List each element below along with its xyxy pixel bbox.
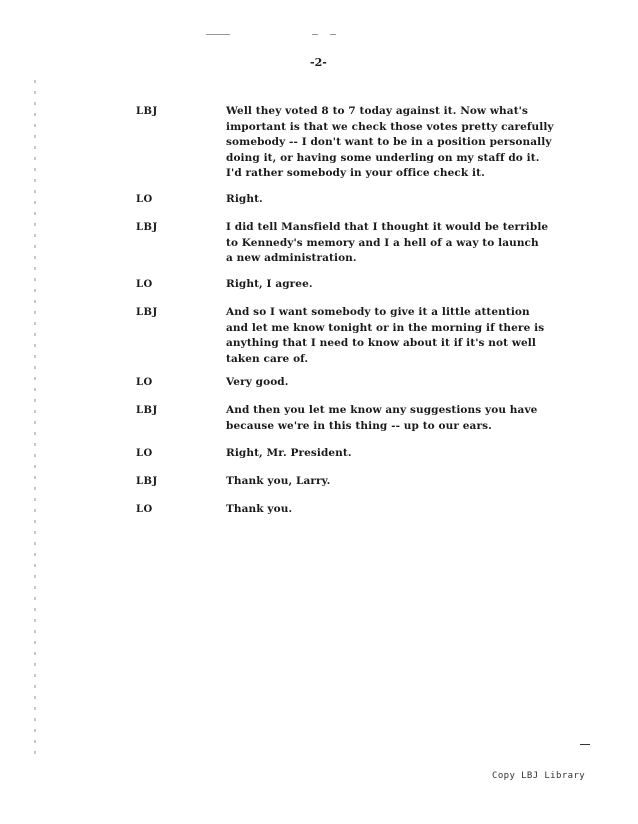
scan-mark [312,34,318,35]
speech-line: Right. [226,193,263,205]
speaker-label: LBJ [136,405,158,416]
page-number: -2- [310,56,327,69]
speech-line: doing it, or having some underling on my staff do it. [226,151,540,164]
speaker-label: LBJ [136,476,158,487]
speech-text [226,375,571,391]
corner-mark [580,744,590,745]
speech-line: important is that we check those votes pretty carefully [226,120,554,133]
speech-line: I'd rather somebody in your office check it. [226,167,485,179]
speech-line: Right, I agree. [226,278,313,290]
scan-mark [206,34,230,35]
speech-text [226,277,571,293]
speech-text [226,305,571,367]
speech-line: Well they voted 8 to 7 today against it. Now what's [226,105,528,117]
left-margin-line [34,80,36,760]
speaker-label: LO [136,194,153,205]
speaker-label: LBJ [136,222,158,233]
speech-line: I did tell Mansfield that I thought it would be terrible [226,221,549,233]
speech-line: a new administration. [226,252,357,264]
speech-text [226,474,571,490]
speech-line: Right, Mr. President. [226,447,352,459]
speech-line: taken care of. [226,352,309,365]
footer-library-stamp: Copy LBJ Library [492,771,586,781]
speech-line: And then you let me know any suggestions you have [226,404,538,416]
speaker-label: LO [136,377,153,388]
speech-line: And so I want somebody to give it a little attention [226,306,530,318]
speaker-label: LBJ [136,106,158,117]
speech-line: and let me know tonight or in the morning if there is [226,321,545,334]
speech-text [226,192,571,208]
speech-line: Thank you. [226,503,293,515]
scan-mark [330,34,336,35]
speech-line: to Kennedy's memory and I a hell of a way to launch [226,236,539,249]
speaker-label: LO [136,279,153,290]
speaker-label: LO [136,504,153,515]
speech-line: anything that I need to know about it if it's not well [226,337,536,349]
speech-text [226,403,571,434]
speech-text [226,446,571,462]
speech-line: Very good. [226,376,289,388]
speaker-label: LBJ [136,307,158,318]
speech-text [226,220,571,267]
speech-line: Thank you, Larry. [226,475,331,487]
speech-line: somebody -- I don't want to be in a position personally [226,136,552,148]
speech-text [226,502,571,518]
speech-line: because we're in this thing -- up to our ears. [226,419,492,432]
speaker-label: LO [136,448,153,459]
speech-text [226,104,571,182]
